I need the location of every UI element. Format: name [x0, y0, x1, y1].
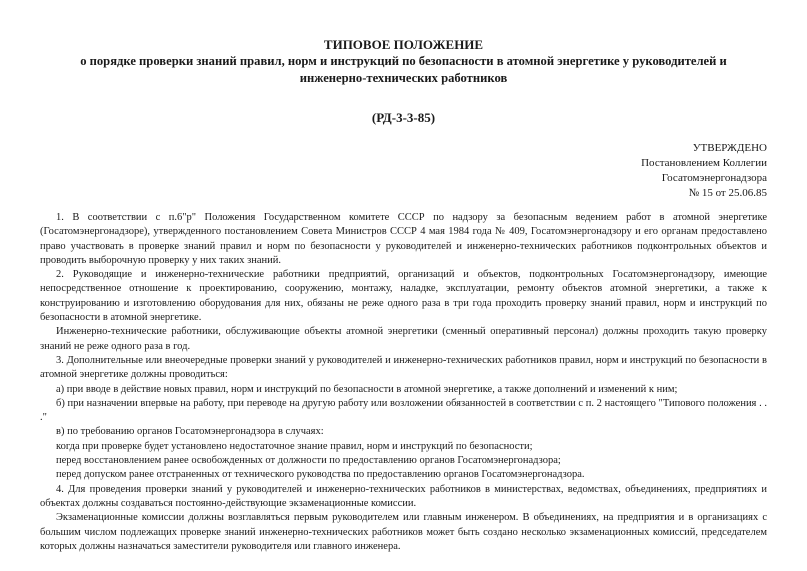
paragraph-2: 2. Руководящие и инженерно-технические работники предприятий, организаций и объектов, подконтрольных Госатомэнергонадзору, имеющие непосредственное отношение к проектированию, сооружению, монтажу, наладке, эксплуатации, ремонту объектов атомной энергетики, а также к конструированию и изготовлению оборудования для них, обязаны не реже одного раза в три года проходить проверку знаний правил, норм и инструкций по безопасности в атомной энергетике. [40, 269, 767, 324]
document-body [40, 211, 767, 554]
title-block [40, 36, 767, 87]
paragraph-6: б) при назначении впервые на работу, при переводе на другую работу или возложении обязанностей в соответствии с п. 2 настоящего "Типового положения . . ." [40, 397, 767, 424]
approval-line-2: Постановлением Коллегии [641, 157, 767, 169]
approval-line-1: УТВЕРЖДЕНО [692, 142, 767, 154]
paragraph-4: 3. Дополнительные или внеочередные проверки знаний у руководителей и инженерно-технических работников правил, норм и инструкций по безопасности в атомной энергетике должны проводиться: [40, 354, 767, 381]
approval-line-3: Госатомэнергонадзора [661, 172, 767, 184]
paragraph-11: 4. Для проведения проверки знаний у руководителей и инженерно-технических работников в министерствах, ведомствах, объединениях, предприятиях и объектах должны создаваться постоянно-действующие экзаменационные комиссии. [40, 483, 767, 509]
document-subtitle-line-1: о порядке проверки знаний правил, норм и инструкций по безопасности в атомной энергетике у руководителей и [80, 54, 727, 68]
paragraph-12: Экзаменационные комиссии должны возглавляться первым руководителем или главным инженером. В объединениях, на предприятия и в организациях с большим числом подлежащих проверке знаний инженерно-технических работников может быть создано несколько экзаменационных комиссий, председателем которых должны назначаться заместители руководителя или главного инженера. [40, 512, 767, 552]
document-subtitle-line-2: инженерно-технических работников [299, 71, 508, 85]
paragraph-3: Инженерно-технические работники, обслуживающие объекты атомной энергетики (сменный оперативный персонал) должны проходить такую проверку знаний не реже одного раза в год. [40, 326, 767, 352]
paragraph-5: а) при вводе в действие новых правил, норм и инструкций по безопасности в атомной энергетике, а также дополнений и изменений к ним; [56, 383, 678, 395]
paragraph-8: когда при проверке будет установлено недостаточное знание правил, норм и инструкций по безопасности; [56, 440, 533, 452]
approval-block [40, 141, 767, 201]
document-title: ТИПОВОЕ ПОЛОЖЕНИЕ [323, 37, 484, 52]
document-code: (РД-3-3-85) [371, 110, 436, 125]
paragraph-1: 1. В соответствии с п.6"р" Положения Государственном комитете СССР по надзору за безопасным ведением работ в атомной энергетике (Госатомэнергонадзоре), утвержденного постановлением Совета Министров СССР 4 мая 1984 года № 409, Госатомэнергонадзору и его органам предоставлено право участвовать в проверке знаний правил и норм по безопасности у руководителей и инженерно-технических работников подконтрольных объектов и проводить выборочную проверку у них таких знаний. [40, 212, 767, 266]
paragraph-10: перед допуском ранее отстраненных от технического руководства по предоставлению органов Госатомэнергонадзора. [56, 469, 585, 481]
paragraph-7: в) по требованию органов Госатомэнергонадзора в случаях: [56, 426, 324, 438]
paragraph-9: перед восстановлением ранее освобожденных от должности по предоставлению органов Госатомэнергонадзора; [56, 455, 561, 467]
approval-line-4: № 15 от 25.06.85 [688, 187, 767, 199]
